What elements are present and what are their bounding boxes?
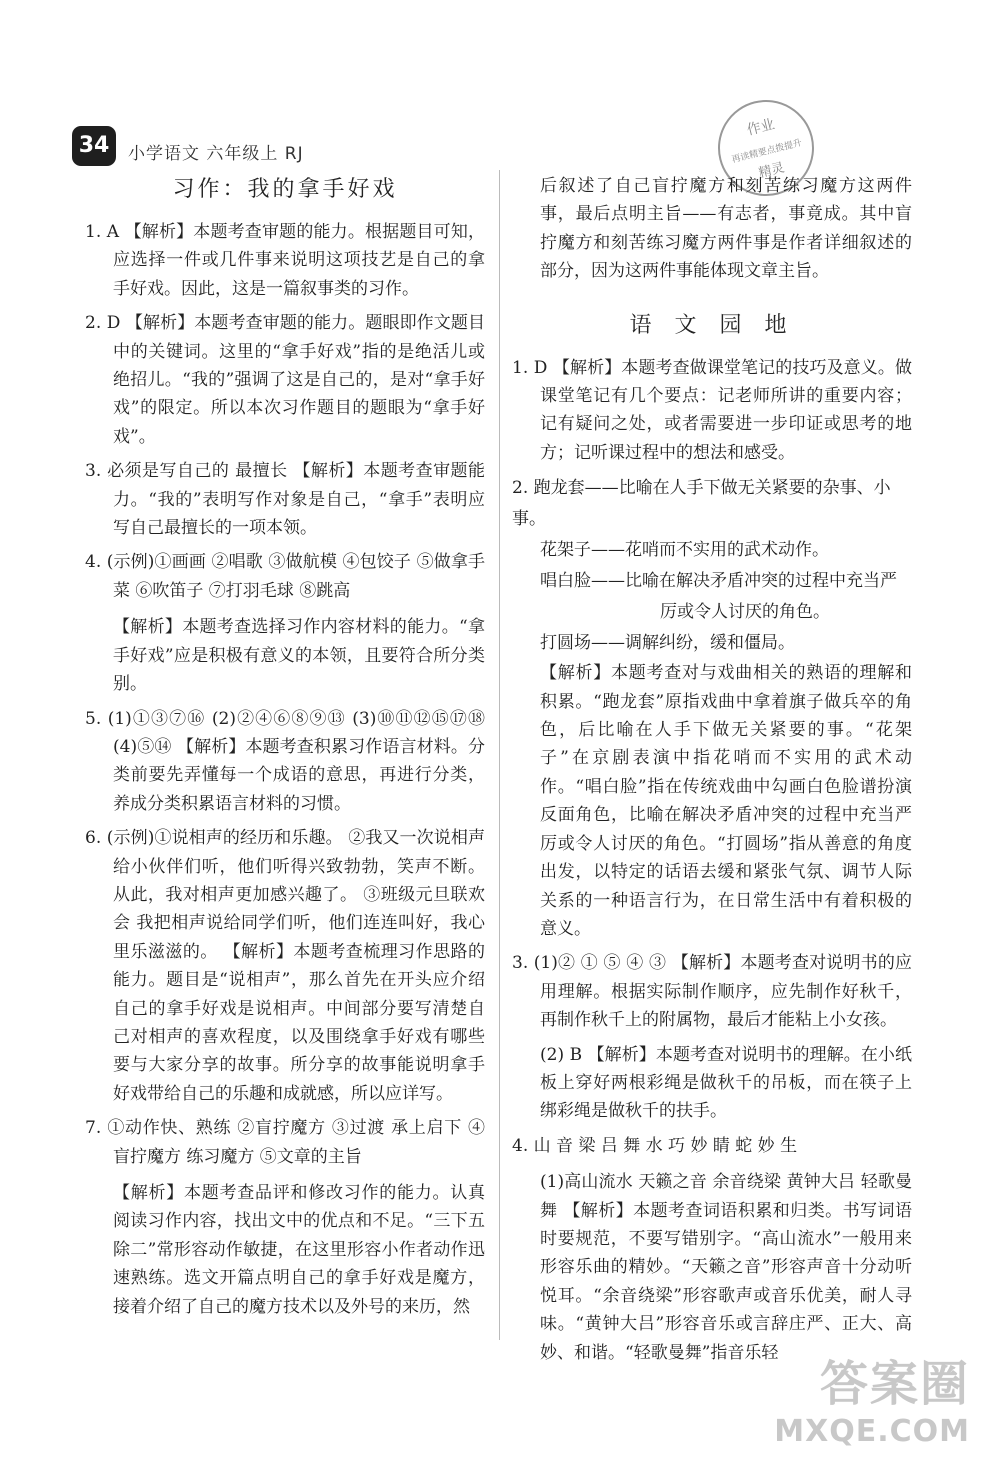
garden-item-2-note: 【解析】本题考查对与戏曲相关的熟语的理解和积累。“跑龙套”原指戏曲中拿着旗子做兵卒的角色，后比喻在人手下做无关紧要的事。“花架子”在京剧表演中指花哨而不实用的武术动作。“唱白脸”指在传统戏曲中勾画白色脸谱扮演反面角色，比喻在解决矛盾冲突的过程中充当严厉或令人讨厌的角色。“打圆场”指从善意的角度出发，以特定的话语去缓和紧张气氛、调节人际关系的一种语言行为，在日常生活中有着积极的意义。 xyxy=(540,663,912,939)
answer-item-3: 3. 必须是写自己的 最擅长 【解析】本题考查审题能力。“我的”表明写作对象是自己，“拿手”表明应写自己最擅长的一项本领。 xyxy=(85,461,485,539)
answer-item-1: 1. A 【解析】本题考查审题的能力。根据题目可知，应选择一件或几件事来说明这项技艺是自己的拿手好戏。因此，这是一篇叙事类的习作。 xyxy=(85,222,485,299)
answer-item-6: 6. (示例)①说相声的经历和乐趣。 ②我又一次说相声给小伙伴们听，他们听得兴致勃勃，笑声不断。从此，我对相声更加感兴趣了。 ③班级元旦联欢会 我把相声说给同学们听，他们连连叫好，我心里乐滋滋的。 【解析】本题考查梳理习作思路的能力。题目是“说相声”，那么首先在开头应介绍自己的拿手好戏是说相声。中间部分要写清楚自己对相声的喜欢程度，以及围绕拿手好戏有哪些要与大家分享的故事。所分享的故事能说明拿手好戏带给自己的乐趣和成就感，所以应详写。 xyxy=(85,828,485,1104)
answer-item-4: 4. (示例)①画画 ②唱歌 ③做航模 ④包饺子 ⑤做拿手菜 ⑥吹笛子 ⑦打羽毛球 ⑧跳高 xyxy=(85,552,485,601)
answer-item-7: 7. ①动作快、熟练 ②盲拧魔方 ③过渡 承上启下 ④盲拧魔方 练习魔方 ⑤文章的主旨 xyxy=(85,1118,485,1167)
garden-item-2-line-4: 厉或令人讨厌的角色。 xyxy=(660,602,830,623)
garden-item-2-line-1: 2. 跑龙套——比喻在人手下做无关紧要的杂事、小事。 xyxy=(512,478,891,530)
garden-item-4b: (1)高山流水 天籁之音 余音绕梁 黄钟大吕 轻歌曼舞 【解析】本题考查词语积累和归类。书写词语时要规范，不要写错别字。“高山流水”一般用来形容乐曲的精妙。“天籁之音”形容声音十分动听悦耳。“余音绕梁”形容歌声或音乐优美，耐人寻味。“黄钟大吕”形容音乐或言辞庄严、正大、高妙、和谐。“轻歌曼舞”指音乐轻 xyxy=(540,1172,912,1363)
garden-item-4a: 4. 山 音 梁 吕 舞 水 巧 妙 睛 蛇 妙 生 xyxy=(512,1135,798,1156)
continuation-text: 后叙述了自己盲拧魔方和刻苦练习魔方这两件事，最后点明主旨——有志者，事竟成。其中盲拧魔方和刻苦练习魔方两件事是作者详细叙述的部分，因为这两件事能体现文章主旨。 xyxy=(540,176,912,282)
stamp-line-3: 精灵 xyxy=(757,160,787,182)
answer-item-5: 5. (1)①③⑦⑯ (2)②④⑥⑧⑨⑬ (3)⑩⑪⑫⑮⑰⑱ (4)⑤⑭ 【解析】本题考查积累习作语言材料。分类前要先弄懂每一个成语的意思，再进行分类，养成分类积累语言材料的习惯。 xyxy=(85,708,485,814)
right-column xyxy=(512,172,912,1373)
garden-item-1: 1. D 【解析】本题考查做课堂笔记的技巧及意义。做课堂笔记有几个要点：记老师所讲的重要内容；记有疑问之处，或者需要进一步印证或思考的地方；记听课过程中的想法和感受。 xyxy=(512,357,913,463)
stamp-line-1: 作业 xyxy=(745,116,777,139)
garden-item-3b: (2) B 【解析】本题考查对说明书的理解。在小纸板上穿好两根彩绳是做秋千的吊板，而在筷子上绑彩绳是做秋千的扶手。 xyxy=(540,1044,912,1122)
answer-item-2: 2. D 【解析】本题考查审题的能力。题眼即作文题目中的关键词。这里的“拿手好戏”指的是绝活儿或绝招儿。“我的”强调了这是自己的，是对“拿手好戏”的限定。所以本次习作题目的题眼为“拿手好戏”。 xyxy=(85,313,486,447)
section-title-writing: 习作：我的拿手好戏 xyxy=(172,177,398,202)
garden-item-2-line-5: 打圆场——调解纠纷，缓和僵局。 xyxy=(540,633,795,654)
book-title: 小学语文 六年级上 RJ xyxy=(128,144,304,164)
answer-item-7-note: 【解析】本题考查品评和修改习作的能力。认真阅读习作内容，找出文中的优点和不足。“三下五除二”常形容动作敏捷，在这里形容小作者动作迅速熟练。选文开篇点明自己的拿手好戏是魔方，接着介绍了自己的魔方技术以及外号的来历，然 xyxy=(113,1183,485,1317)
answer-item-4-note: 【解析】本题考查选择习作内容材料的能力。“拿手好戏”应是积极有意义的本领，且要符合所分类别。 xyxy=(113,617,485,695)
stamp-line-2: 再读精要点拨提升 xyxy=(730,138,804,166)
left-column xyxy=(85,172,485,1327)
column-divider xyxy=(499,170,500,1340)
watermark-line-1: 答案圈 xyxy=(819,1356,970,1412)
site-watermark xyxy=(774,1345,970,1449)
garden-item-3a: 3. (1)② ① ⑤ ④ ③ 【解析】本题考查对说明书的应用理解。根据实际制作顺序，应先制作好秋千，再制作秋千上的附属物，最后才能粘上小女孩。 xyxy=(512,953,912,1031)
garden-item-2-line-2: 花架子——花哨而不实用的武术动作。 xyxy=(540,540,829,561)
page-number: 34 xyxy=(72,126,116,166)
watermark-line-2: MXQE.COM xyxy=(774,1414,970,1449)
section-title-garden: 语 文 园 地 xyxy=(629,312,795,338)
garden-item-2-line-3: 唱白脸——比喻在解决矛盾冲突的过程中充当严 xyxy=(540,571,897,592)
